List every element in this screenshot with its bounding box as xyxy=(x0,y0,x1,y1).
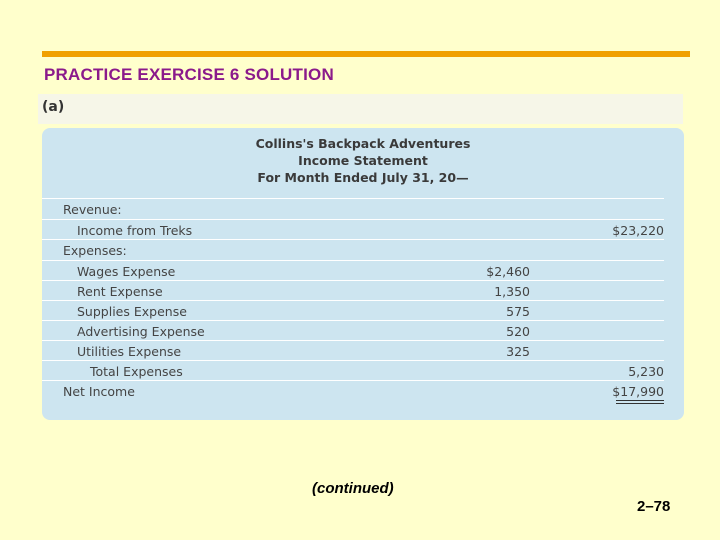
amount-advertising-expense: 520 xyxy=(506,324,530,339)
row-divider xyxy=(42,380,664,381)
amount-utilities-expense: 325 xyxy=(506,344,530,359)
amount-wages-expense: $2,460 xyxy=(486,264,530,279)
title-rule xyxy=(42,51,690,57)
row-divider xyxy=(42,300,664,301)
statement-period: For Month Ended July 31, 20— xyxy=(257,170,469,185)
amount-income-from-treks: $23,220 xyxy=(612,223,664,238)
row-divider xyxy=(42,320,664,321)
row-divider xyxy=(42,360,664,361)
amount-supplies-expense: 575 xyxy=(506,304,530,319)
continued-note: (continued) xyxy=(312,480,394,497)
row-divider xyxy=(42,340,664,341)
part-label: (a) xyxy=(42,99,65,115)
amount-net-income: $17,990 xyxy=(612,384,664,399)
amount-total-expenses: 5,230 xyxy=(628,364,664,379)
row-label-expenses: Expenses: xyxy=(63,243,127,258)
statement-name: Income Statement xyxy=(298,153,428,168)
row-label-supplies-expense: Supplies Expense xyxy=(77,304,187,319)
row-label-net-income: Net Income xyxy=(63,384,135,399)
row-divider xyxy=(42,280,664,281)
slide-title: PRACTICE EXERCISE 6 SOLUTION xyxy=(44,65,334,84)
row-label-income-from-treks: Income from Treks xyxy=(77,223,193,238)
row-label-rent-expense: Rent Expense xyxy=(77,284,163,299)
income-statement-card xyxy=(42,128,684,420)
statement-company: Collins's Backpack Adventures xyxy=(255,136,471,151)
double-underline-top xyxy=(616,400,664,401)
row-divider xyxy=(42,239,664,240)
part-band xyxy=(38,94,683,124)
row-label-total-expenses: Total Expenses xyxy=(90,364,183,379)
row-label-wages-expense: Wages Expense xyxy=(77,264,176,279)
row-divider xyxy=(42,260,664,261)
row-divider xyxy=(42,219,664,220)
double-underline-bottom xyxy=(616,403,664,404)
row-label-revenue: Revenue: xyxy=(63,202,122,217)
page-number: 2–78 xyxy=(637,498,671,515)
amount-rent-expense: 1,350 xyxy=(494,284,530,299)
row-label-advertising-expense: Advertising Expense xyxy=(77,324,205,339)
header-divider xyxy=(42,198,664,199)
row-label-utilities-expense: Utilities Expense xyxy=(77,344,182,359)
